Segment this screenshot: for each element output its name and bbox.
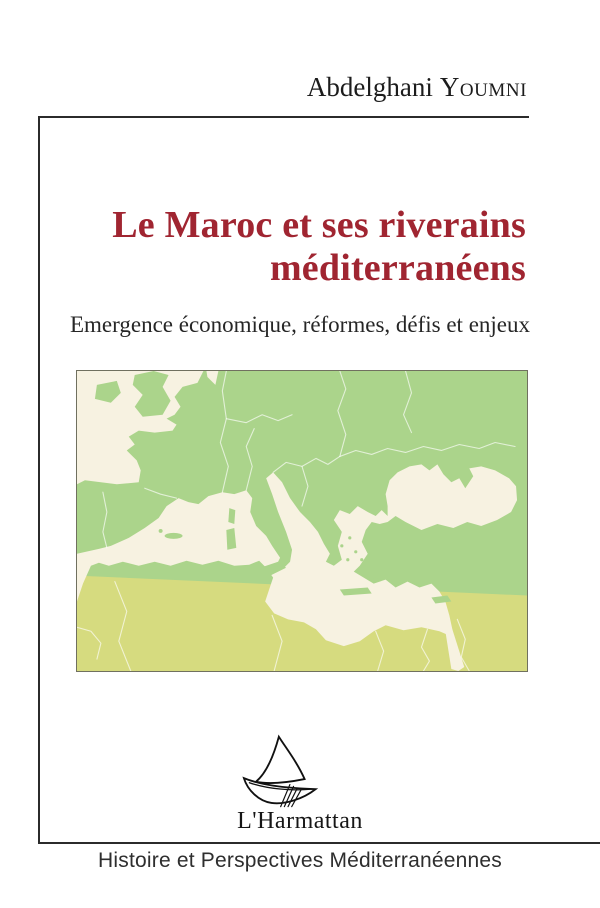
mediterranean-map	[76, 370, 528, 672]
sailboat-icon	[225, 722, 375, 814]
collection-name: Histoire et Perspectives Méditerranéennes	[98, 849, 502, 872]
publisher-name: L'Harmattan	[237, 808, 363, 834]
corsica	[228, 508, 235, 524]
book-title	[40, 204, 526, 290]
mediterranean-map-image	[77, 371, 527, 671]
author-name	[307, 72, 527, 103]
rhodes	[374, 578, 378, 582]
author-last-name: Youmni	[439, 72, 527, 102]
aegean-island	[332, 530, 335, 533]
aegean-island	[354, 550, 357, 553]
aegean-island	[340, 544, 343, 547]
book-title-line2: méditerranéens	[269, 246, 526, 289]
aegean-island	[346, 558, 349, 561]
book-title-line1: Le Maroc et ses riverains	[112, 204, 526, 246]
balearics	[165, 533, 183, 539]
balearic-islet	[159, 529, 163, 533]
bottom-rule	[38, 842, 600, 844]
author-first-name: Abdelghani	[306, 72, 433, 102]
aegean-island	[360, 558, 363, 561]
book-subtitle: Emergence économique, réformes, défis et enjeux	[69, 312, 531, 337]
publisher-block	[0, 722, 600, 835]
aegean-island	[348, 536, 351, 539]
